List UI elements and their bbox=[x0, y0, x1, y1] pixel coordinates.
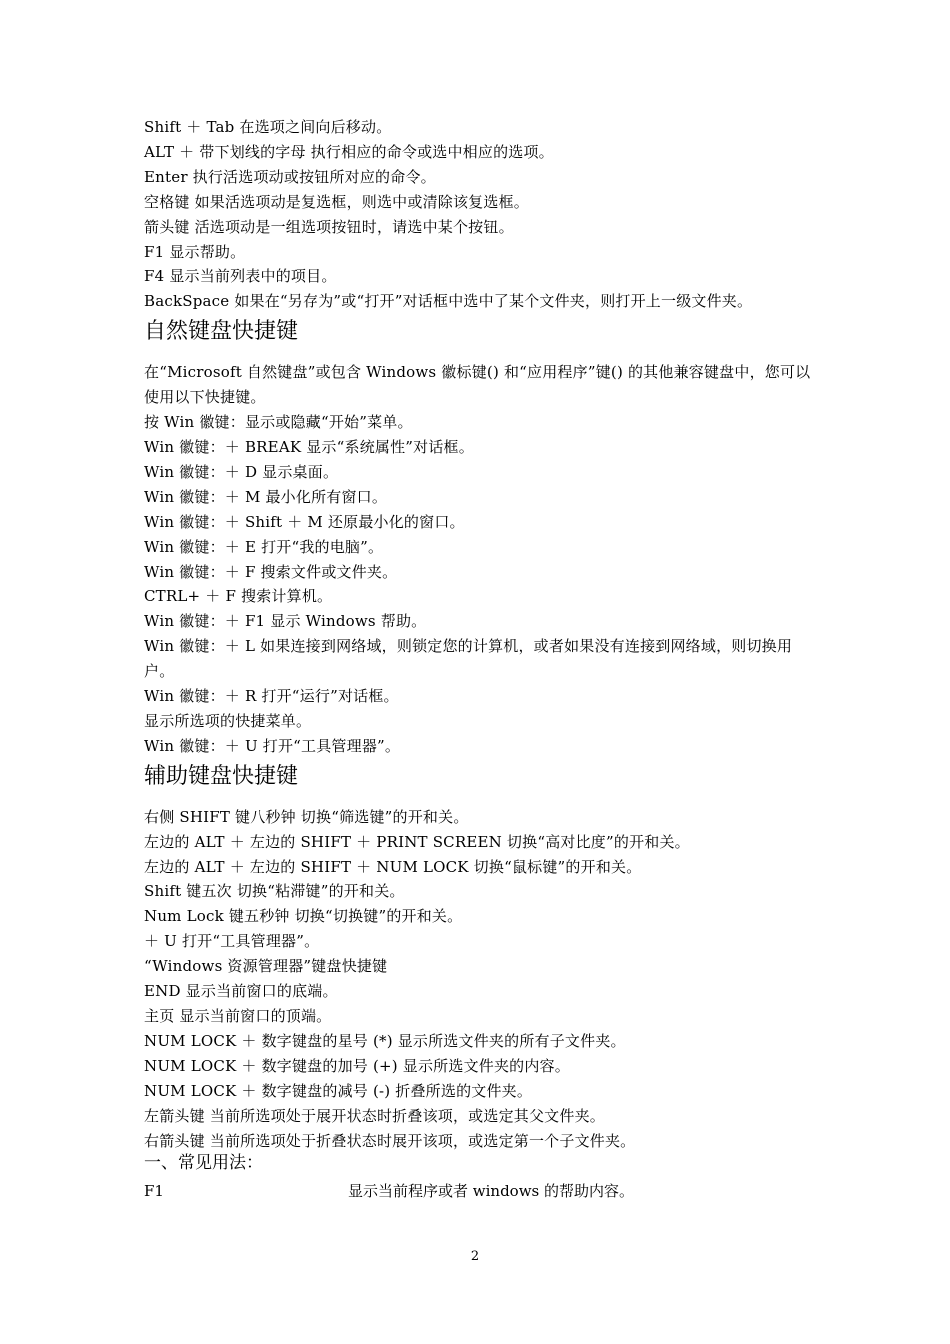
section-intro: 在“Microsoft 自然键盘”或包含 Windows 徽标键() 和“应用程序”键() 的其他兼容键盘中，您可以使用以下快捷键。 bbox=[144, 363, 811, 407]
shortcut-line: Win 徽键：＋ M 最小化所有窗口。 bbox=[144, 487, 388, 506]
usage-key: F1 bbox=[144, 1182, 164, 1201]
shortcut-line: 右箭头键 当前所选项处于折叠状态时展开该项，或选定第一个子文件夹。 bbox=[144, 1131, 636, 1150]
shortcut-line: Win 徽键：＋ U 打开“工具管理器”。 bbox=[144, 736, 401, 755]
natural-keyboard-section bbox=[144, 314, 816, 759]
shortcut-line: Enter 执行活选项动或按钮所对应的命令。 bbox=[144, 167, 436, 186]
section-subheading: 一、常见用法： bbox=[144, 1153, 263, 1174]
shortcut-line: NUM LOCK ＋ 数字键盘的加号 (+) 显示所选文件夹的内容。 bbox=[144, 1056, 570, 1075]
shortcut-line: Win 徽键：＋ F 搜索文件或文件夹。 bbox=[144, 562, 398, 581]
shortcut-line: 主页 显示当前窗口的顶端。 bbox=[144, 1007, 332, 1025]
shortcut-line: Win 徽键：＋ F1 显示 Windows 帮助。 bbox=[144, 612, 427, 631]
page-number: 2 bbox=[470, 1249, 480, 1264]
dialog-shortcuts-section bbox=[144, 115, 816, 314]
accessibility-keyboard-section bbox=[144, 759, 816, 1154]
shortcut-line: 空格键 如果活选项动是复选框，则选中或清除该复选框。 bbox=[144, 192, 529, 211]
page-content bbox=[144, 115, 816, 1205]
shortcut-line: NUM LOCK ＋ 数字键盘的减号 (-) 折叠所选的文件夹。 bbox=[144, 1081, 533, 1100]
shortcut-line: BackSpace 如果在“另存为”或“打开”对话框中选中了某个文件夹，则打开上一级文件夹。 bbox=[144, 292, 753, 311]
shortcut-line: Win 徽键：＋ L 如果连接到网络域，则锁定您的计算机，或者如果没有连接到网络域，则切换用户。 bbox=[144, 637, 793, 681]
usage-description: 显示当前程序或者 windows 的帮助内容。 bbox=[348, 1182, 635, 1201]
section-heading: 自然键盘快捷键 bbox=[144, 319, 299, 345]
shortcut-line: Win 徽键：＋ Shift ＋ M 还原最小化的窗口。 bbox=[144, 512, 465, 531]
shortcut-line: 左边的 ALT ＋ 左边的 SHIFT ＋ PRINT SCREEN 切换“高对比度”的开和关。 bbox=[144, 832, 690, 851]
shortcut-line: END 显示当前窗口的底端。 bbox=[144, 982, 338, 1001]
shortcut-line: Win 徽键：＋ E 打开“我的电脑”。 bbox=[144, 537, 384, 556]
shortcut-line: 显示所选项的快捷菜单。 bbox=[144, 711, 312, 730]
shortcut-line: F4 显示当前列表中的项目。 bbox=[144, 267, 337, 286]
shortcut-line: 箭头键 活选项动是一组选项按钮时，请选中某个按钮。 bbox=[144, 217, 514, 236]
shortcut-line: Win 徽键：＋ BREAK 显示“系统属性”对话框。 bbox=[144, 437, 474, 456]
shortcut-line: ＋ U 打开“工具管理器”。 bbox=[144, 932, 320, 951]
shortcut-line: 左边的 ALT ＋ 左边的 SHIFT ＋ NUM LOCK 切换“鼠标键”的开和关。 bbox=[144, 857, 642, 876]
shortcut-line: 左箭头键 当前所选项处于展开状态时折叠该项，或选定其父文件夹。 bbox=[144, 1106, 605, 1125]
shortcut-line: Win 徽键：＋ R 打开“运行”对话框。 bbox=[144, 687, 399, 706]
shortcut-line: Shift 键五次 切换“粘滞键”的开和关。 bbox=[144, 882, 405, 901]
shortcut-line: Shift ＋ Tab 在选项之间向后移动。 bbox=[144, 118, 392, 136]
shortcut-line: 右侧 SHIFT 键八秒钟 切换“筛选键”的开和关。 bbox=[144, 807, 469, 826]
shortcut-line: 按 Win 徽键：显示或隐藏“开始”菜单。 bbox=[144, 413, 413, 432]
shortcut-line: “Windows 资源管理器”键盘快捷键 bbox=[144, 957, 388, 976]
common-usage-section bbox=[144, 1151, 816, 1205]
shortcut-line: F1 显示帮助。 bbox=[144, 242, 246, 261]
shortcut-line: CTRL+ ＋ F 搜索计算机。 bbox=[144, 587, 333, 606]
usage-row bbox=[144, 1177, 816, 1205]
shortcut-line: ALT ＋ 带下划线的字母 执行相应的命令或选中相应的选项。 bbox=[144, 142, 554, 161]
shortcut-line: Num Lock 键五秒钟 切换“切换键”的开和关。 bbox=[144, 907, 463, 926]
shortcut-line: Win 徽键：＋ D 显示桌面。 bbox=[144, 462, 339, 481]
section-heading: 辅助键盘快捷键 bbox=[144, 763, 299, 789]
shortcut-line: NUM LOCK ＋ 数字键盘的星号 (*) 显示所选文件夹的所有子文件夹。 bbox=[144, 1031, 626, 1050]
